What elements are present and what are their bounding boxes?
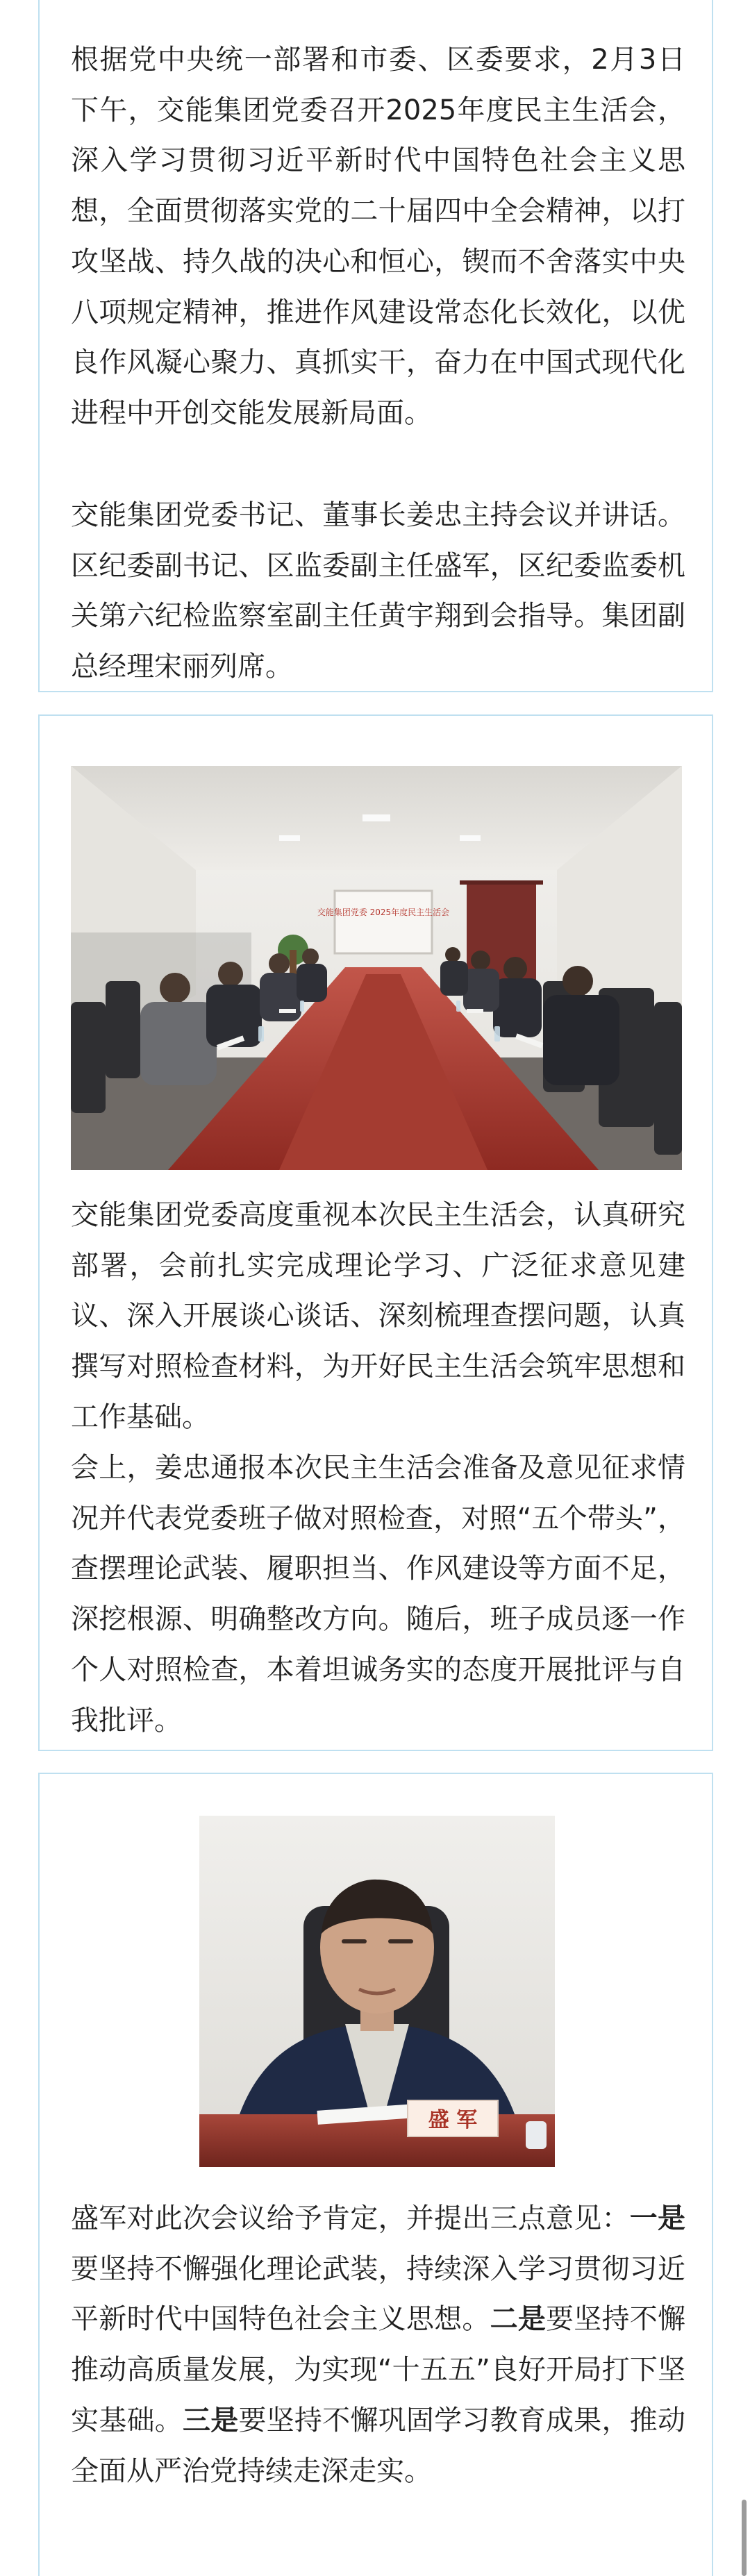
paragraph-meeting: 会上，姜忠通报本次民主生活会准备及意见征求情况并代表党委班子做对照检查，对照“五个带头”，查摆理论武装、履职担当、作风建设等方面不足，深挖根源、明确整改方向。随后，班子成员逐一作个人对照检查，本着坦诚务实的态度开展批评与自我批评。	[71, 1452, 685, 1737]
paragraph-preparation: 交能集团党委高度重视本次民主生活会，认真研究部署，会前扎实完成理论学习、广泛征求意见建议、深入开展谈心谈话、深刻梳理查摆问题，认真撰写对照检查材料，为开好民主生活会筑牢思想和工作基础。	[71, 1199, 685, 1433]
speaker-portrait-photo	[199, 1816, 555, 2167]
point-2-text: 要坚持不懈推动高质量发展，为实现“十五五”良好开局打下坚实基础。	[71, 2303, 686, 2436]
nameplate-text: 盛 军	[428, 2108, 478, 2132]
opinions-intro: 盛军对此次会议给予肯定，并提出三点意见：	[71, 2202, 630, 2234]
scrollbar-thumb[interactable]	[742, 2500, 747, 2576]
article-section-3	[38, 1773, 713, 2576]
article-section-1	[38, 0, 713, 692]
point-1-text: 要坚持不懈强化理论武装，持续深入学习贯彻习近平新时代中国特色社会主义思想。	[71, 2252, 685, 2336]
article-section-2	[38, 714, 713, 1751]
point-3-text: 要坚持不懈巩固学习教育成果，推动全面从严治党持续走深走实。	[71, 2404, 686, 2487]
point-2-label: 二是	[490, 2303, 547, 2336]
point-1-label: 一是	[629, 2202, 686, 2234]
meeting-room-photo	[71, 766, 682, 1170]
paragraph-attendees: 交能集团党委书记、董事长姜忠主持会议并讲话。区纪委副书记、区监委副主任盛军，区纪委监委机关第六纪检监察室副主任黄宇翔到会指导。集团副总经理宋丽列席。	[71, 499, 685, 683]
projector-screen-text: 交能集团党委 2025年度民主生活会	[317, 908, 450, 917]
point-3-label: 三是	[182, 2404, 239, 2436]
paragraph-intro: 根据党中央统一部署和市委、区委要求，2月3日下午，交能集团党委召开2025年度民主生活会，深入学习贯彻习近平新时代中国特色社会主义思想，全面贯彻落实党的二十届四中全会精神，以打攻坚战、持久战的决心和恒心，锲而不舍落实中央八项规定精神，推进作风建设常态化长效化，以优良作风凝心聚力、真抓实干，奋力在中国式现代化进程中开创交能发展新局面。	[71, 44, 685, 429]
paragraph-opinions	[71, 2193, 685, 2496]
